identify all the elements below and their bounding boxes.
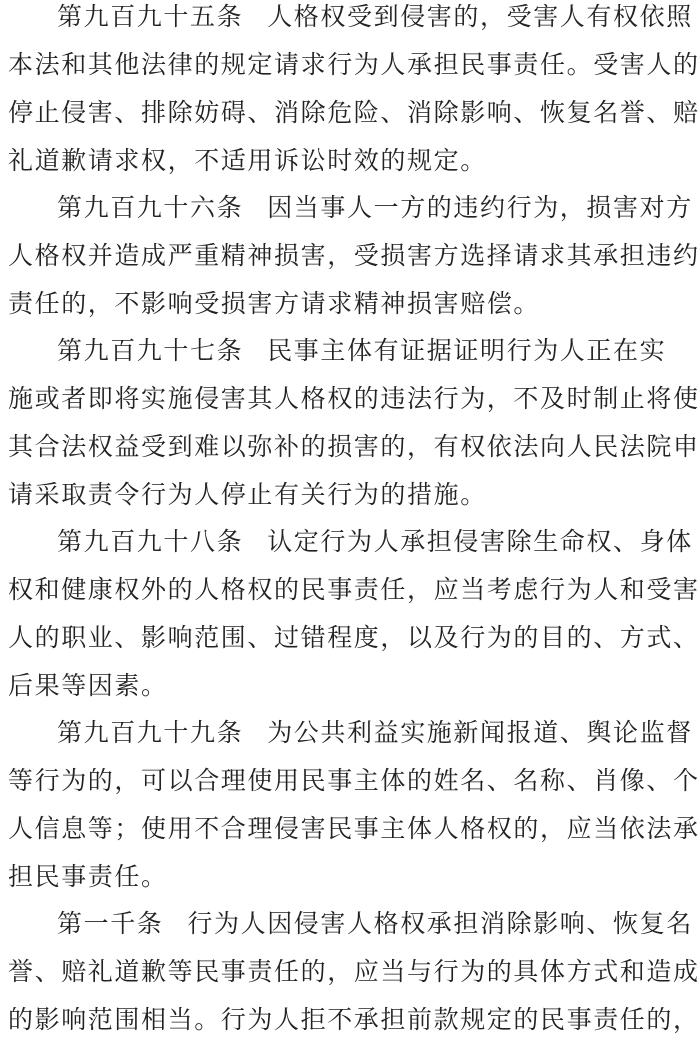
article-line [0,0,693,41]
article-number: 第九百九十七条 [57,336,244,365]
article-998 [0,518,700,710]
article-line [0,518,693,566]
article-number: 第九百九十六条 [57,193,244,222]
article-line: 停止侵害、排除妨碍、消除危险、消除影响、恢复名誉、赔 [8,98,700,127]
article-line: 誉、赔礼道歉等民事责任的，应当与行为的具体方式和造成 [8,957,700,986]
article-text: 人格权受到侵害的，受害人有权依照 [267,2,693,31]
article-line: 后果等因素。 [8,671,168,700]
article-text: 行为人因侵害人格权承担消除影响、恢复名 [187,909,693,938]
article-997 [0,327,700,519]
article-line: 人的职业、影响范围、过错程度，以及行为的目的、方式、 [8,623,700,652]
article-line: 人格权并造成严重精神损害，受损害方选择请求其承担违约 [8,241,700,270]
article-text: 为公共利益实施新闻报道、舆论监督 [267,718,693,747]
article-text: 因当事人一方的违约行为，损害对方 [267,193,693,222]
article-number: 第九百九十五条 [57,2,244,31]
article-line: 其合法权益受到难以弥补的损害的，有权依法向人民法院申 [8,432,700,461]
article-number: 第一千条 [57,909,164,938]
article-line: 施或者即将实施侵害其人格权的违法行为，不及时制止将使 [8,384,700,413]
article-number: 第九百九十九条 [57,718,244,747]
article-line [0,709,693,757]
article-line: 权和健康权外的人格权的民事责任，应当考虑行为人和受害 [8,575,700,604]
article-line: 本法和其他法律的规定请求行为人承担民事责任。受害人的 [8,50,700,79]
article-996 [0,184,700,328]
article-number: 第九百九十八条 [57,527,244,556]
article-995 [0,0,700,185]
article-line: 人信息等；使用不合理侵害民事主体人格权的，应当依法承 [8,814,700,843]
article-line: 礼道歉请求权，不适用诉讼时效的规定。 [8,146,487,175]
article-text: 认定行为人承担侵害除生命权、身体 [267,527,693,556]
article-line [0,900,693,948]
article-1000 [0,900,700,1044]
article-line: 的影响范围相当。行为人拒不承担前款规定的民事责任的， [8,1005,700,1034]
article-line [0,184,693,232]
article-line: 等行为的，可以合理使用民事主体的姓名、名称、肖像、个 [8,766,700,795]
article-line: 请采取责令行为人停止有关行为的措施。 [8,480,487,509]
article-text: 民事主体有证据证明行为人正在实 [267,336,667,365]
article-999 [0,709,700,901]
article-line: 担民事责任。 [8,862,168,891]
article-line [0,327,667,375]
article-line: 责任的，不影响受损害方请求精神损害赔偿。 [8,289,541,318]
